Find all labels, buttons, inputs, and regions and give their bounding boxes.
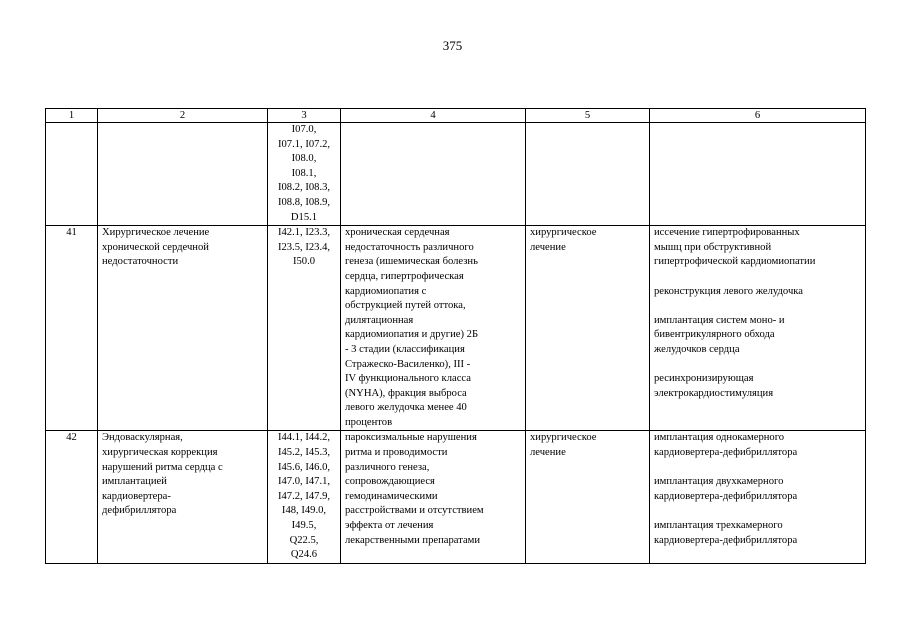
treatment-method	[654, 285, 861, 300]
treatment-method-line: имплантация систем моно- и	[654, 314, 785, 326]
icd-code-line: I48, I49.0,	[281, 505, 327, 517]
patient-model-line: различного генеза,	[345, 461, 430, 473]
treatment-methods-cell	[650, 226, 866, 431]
treatment-method-line: мышц при обструктивной	[654, 241, 772, 253]
patient-model-line: гемодинамическими	[345, 490, 438, 502]
row-number-cell	[46, 123, 98, 226]
patient-model-line: сердца, гипертрофическая	[345, 270, 464, 282]
patient-model-line: кардиомиопатия и другие) 2Б	[345, 329, 479, 341]
row-number-cell	[46, 431, 98, 563]
patient-model-line: левого желудочка менее 40	[345, 402, 467, 414]
treatment-method	[654, 372, 861, 401]
medical-care-table	[45, 108, 866, 564]
column-header: 6	[650, 109, 866, 123]
treatment-method	[654, 519, 861, 548]
icd-code-line: I08.1,	[291, 167, 317, 179]
patient-model-line: дилятационная	[345, 314, 414, 326]
icd-code-line: I45.2, I45.3,	[277, 447, 331, 459]
patient-model-line: IV функционального класса	[345, 373, 471, 385]
treatment-type-line: лечение	[530, 447, 566, 459]
column-header: 1	[46, 109, 98, 123]
icd-code-line: I23.5, I23.4,	[277, 241, 331, 253]
icd-code-line: I49.5,	[291, 520, 317, 532]
treatment-method	[654, 314, 861, 358]
treatment-method-line: гипертрофической кардиомиопатии	[654, 256, 816, 268]
treatment-method-line: электрокардиостимуляция	[654, 387, 774, 399]
icd-code-line: I42.1, I23.3,	[277, 227, 331, 239]
column-header: 3	[268, 109, 341, 123]
patient-model-line: - 3 стадии (классификация	[345, 343, 465, 355]
care-type-cell	[98, 226, 268, 431]
treatment-type-cell	[526, 123, 650, 226]
treatment-methods-cell	[650, 123, 866, 226]
treatment-method-line: иссечение гипертрофированных	[654, 227, 800, 239]
page-number: 375	[442, 38, 463, 53]
treatment-method-line: реконструкция левого желудочка	[654, 285, 803, 297]
patient-model-line: сопровождающиеся	[345, 476, 435, 488]
treatment-method-line: имплантация трехкамерного	[654, 520, 783, 532]
row-number-cell	[46, 226, 98, 431]
patient-model-line: пароксизмальные нарушения	[345, 432, 477, 444]
care-type-line: хронической сердечной	[102, 241, 209, 253]
care-type-line: Хирургическое лечение	[102, 227, 210, 239]
icd-code-line: Q24.6	[290, 549, 318, 561]
patient-model-line: кардиомиопатия с	[345, 285, 427, 297]
care-type-line: кардиовертера-	[102, 490, 171, 502]
treatment-type-line: лечение	[530, 241, 566, 253]
treatment-method-line: кардиовертера-дефибриллятора	[654, 534, 798, 546]
treatment-method-line: кардиовертера-дефибриллятора	[654, 490, 798, 502]
table-header-row	[46, 109, 866, 123]
treatment-type-line: хирургическое	[530, 432, 597, 444]
patient-model-cell	[341, 226, 526, 431]
icd-code-line: I07.1, I07.2,	[277, 138, 331, 150]
patient-model-cell	[341, 123, 526, 226]
patient-model-cell	[341, 431, 526, 563]
icd-code-line: Q22.5,	[289, 534, 319, 546]
patient-model-line: процентов	[345, 416, 393, 428]
patient-model-line: лекарственными препаратами	[345, 534, 481, 546]
treatment-method-line: бивентрикулярного обхода	[654, 329, 775, 341]
icd-code-line: I45.6, I46.0,	[277, 461, 331, 473]
icd-code-line: I08.0,	[291, 153, 317, 165]
icd-code-line: I47.2, I47.9,	[277, 490, 331, 502]
icd-code-line: I08.2, I08.3,	[277, 182, 331, 194]
patient-model-line: эффекта от лечения	[345, 520, 434, 532]
table-row	[46, 431, 866, 563]
icd-code-line: I08.8, I08.9,	[277, 196, 331, 208]
treatment-type-cell	[526, 431, 650, 563]
patient-model-line: обструкцией путей оттока,	[345, 300, 466, 312]
patient-model-line: Стражеско-Василенко), III -	[345, 358, 471, 370]
care-type-line: нарушений ритма сердца с	[102, 461, 223, 473]
treatment-method	[654, 475, 861, 504]
treatment-method-line: имплантация двухкамерного	[654, 476, 784, 488]
icd-codes-cell	[268, 226, 341, 431]
patient-model-line: хроническая сердечная	[345, 227, 450, 239]
patient-model-line: ритма и проводимости	[345, 447, 448, 459]
icd-codes-cell	[268, 123, 341, 226]
care-type-cell	[98, 123, 268, 226]
patient-model-line: расстройствами и отсутствием	[345, 505, 484, 517]
care-type-line: хирургическая коррекция	[102, 447, 218, 459]
treatment-type-line: хирургическое	[530, 227, 597, 239]
care-type-line: недостаточности	[102, 256, 179, 268]
column-header: 2	[98, 109, 268, 123]
care-type-line: имплантацией	[102, 476, 167, 488]
icd-codes-cell	[268, 431, 341, 563]
table-row	[46, 226, 866, 431]
table-row	[46, 123, 866, 226]
treatment-method-line: желудочков сердца	[654, 343, 740, 355]
care-type-line: дефибриллятора	[102, 505, 177, 517]
column-header: 4	[341, 109, 526, 123]
patient-model-line: (NYHA), фракция выброса	[345, 387, 467, 399]
treatment-method-line: ресинхронизирующая	[654, 373, 754, 385]
icd-code-line: I44.1, I44.2,	[277, 432, 331, 444]
column-header: 5	[526, 109, 650, 123]
icd-code-line: I50.0	[292, 256, 316, 268]
icd-code-line: I07.0,	[291, 124, 317, 135]
care-type-line: Эндоваскулярная,	[102, 432, 183, 444]
row-number: 42	[66, 432, 77, 444]
patient-model-line: генеза (ишемическая болезнь	[345, 256, 478, 268]
treatment-method	[654, 226, 861, 270]
icd-code-line: D15.1	[290, 211, 318, 223]
treatment-method	[654, 431, 861, 460]
treatment-method-line: кардиовертера-дефибриллятора	[654, 447, 798, 459]
treatment-methods-cell	[650, 431, 866, 563]
row-number: 41	[66, 227, 77, 239]
treatment-method-line: имплантация однокамерного	[654, 432, 785, 444]
care-type-cell	[98, 431, 268, 563]
treatment-type-cell	[526, 226, 650, 431]
icd-code-line: I47.0, I47.1,	[277, 476, 331, 488]
patient-model-line: недостаточность различного	[345, 241, 474, 253]
